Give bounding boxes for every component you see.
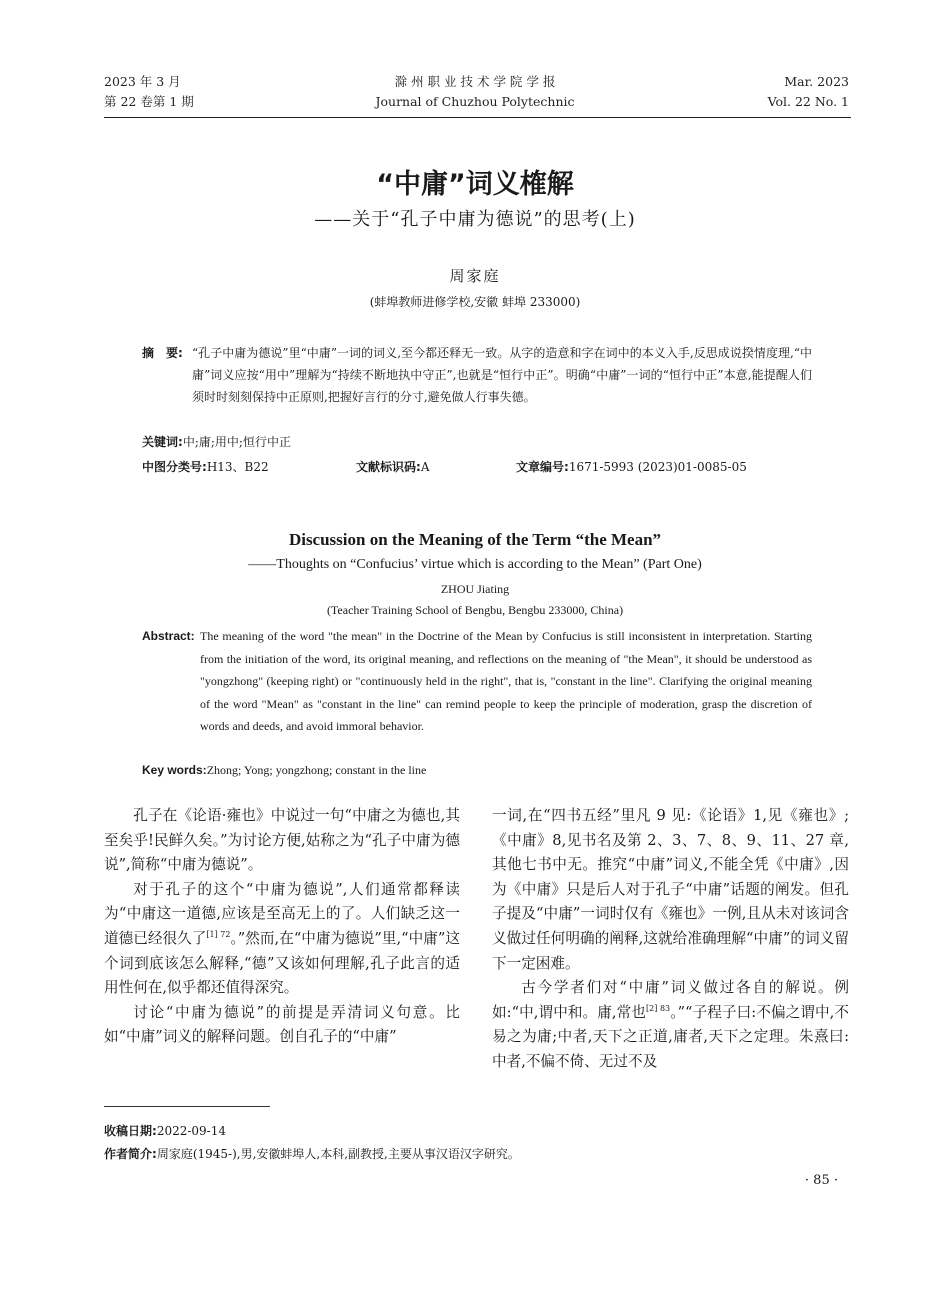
keywords-zh-label: 关键词: xyxy=(142,435,183,449)
abstract-zh xyxy=(142,342,812,408)
header-journal-en: Journal of Chuzhou Polytechnic xyxy=(375,94,575,109)
body-text: 。”然而,在“中庸为德说”里,“中庸”这个词到底该怎么解释,“德”又该如何理解,孔子此言的适用性何在,似乎都还值得深究。 xyxy=(104,929,460,997)
header-date-en: Mar. 2023 xyxy=(784,74,849,89)
en-affiliation: (Teacher Training School of Bengbu, Bengbu 233000, China) xyxy=(326,603,624,617)
body-paragraph: 一词,在“四书五经”里凡 9 见:《论语》1,见《雍也》;《中庸》8,见书名及第 2、3、7、8、9、11、27 章,其他七书中无。推究“中庸”词义,不能全凭《中庸》,因为《中庸》只是后人对于孔子“中庸”话题的阐发。但孔子提及“中庸”一词时仅有《雍也》一例,且从未对该词含义做过任何明确的阐释,这就给准确理解“中庸”的词义留下一定困难。 xyxy=(492,807,849,972)
author-name: 周家庭 xyxy=(449,267,501,285)
body-paragraph xyxy=(492,976,849,1074)
author-affiliation: (蚌埠教师进修学校,安徽 蚌埠 233000) xyxy=(369,295,581,309)
header-journal xyxy=(300,72,650,112)
doc-value: A xyxy=(420,460,430,474)
body-paragraph xyxy=(104,878,460,1001)
header-volume: 第 22 卷第 1 期 xyxy=(104,94,194,109)
doc-label: 文献标识码: xyxy=(356,460,421,474)
footnote-received xyxy=(104,1122,226,1140)
body-text: 。”“子程子曰:不偏之谓中,不易之为庸;中者,天下之正道,庸者,天下之定理。朱熹曰:中者,不偏不倚、无过不及 xyxy=(492,1003,849,1070)
footnote-author-bio xyxy=(104,1145,520,1163)
body-column-right xyxy=(492,804,849,1075)
citation-ref[interactable]: [2] 83 xyxy=(645,1003,671,1013)
en-subtitle: ——Thoughts on “Confucius’ virtue which is according to the Mean” (Part One) xyxy=(248,557,702,572)
article-code xyxy=(516,457,747,477)
article-label: 文章编号: xyxy=(516,460,569,474)
clc-value: H13、B22 xyxy=(206,460,269,474)
abstract-en-text: The meaning of the word "the mean" in the Doctrine of the Mean by Confucius is still inconsistent in interpretation. Starting from the initiation of the word, its original meaning, and reflections on the meaning of "the Mean", it should be understood as "yongzhong" (keeping right) or "continuously held in the right", that is, "constant in the line". Clarifying the original meaning of the word "Mean" as "constant in the line" can remind people to keep the principle of moderation, grasp the discretion of words and deeds, and avoid immoral behavior. xyxy=(200,629,812,734)
abstract-en xyxy=(142,625,812,738)
header-date: 2023 年 3 月 xyxy=(104,74,181,89)
keywords-en xyxy=(142,763,426,778)
keywords-en-text: Zhong; Yong; yongzhong; constant in the line xyxy=(206,763,427,777)
received-value: 2022-09-14 xyxy=(156,1124,226,1138)
header-rule xyxy=(104,117,851,118)
received-label: 收稿日期: xyxy=(104,1124,157,1138)
en-author: ZHOU Jiating xyxy=(440,582,510,596)
citation-ref[interactable]: [1] 72 xyxy=(206,930,231,940)
keywords-zh xyxy=(142,432,291,452)
bio-value: 周家庭(1945-),男,安徽蚌埠人,本科,副教授,主要从事汉语汉字研究。 xyxy=(156,1147,520,1161)
header-issue-left xyxy=(104,72,194,112)
doc-code xyxy=(356,457,429,477)
paper-subtitle: ——关于“孔子中庸为德说”的思考(上) xyxy=(314,209,636,230)
en-title: Discussion on the Meaning of the Term “the Mean” xyxy=(288,530,662,549)
abstract-zh-label: 摘 要: xyxy=(142,346,183,360)
keywords-zh-text: 中;庸;用中;恒行中正 xyxy=(182,435,291,449)
header-issue-right xyxy=(768,72,849,112)
body-paragraph: 讨论“中庸为德说”的前提是弄清词义句意。比如“中庸”词义的解释问题。创自孔子的“中庸” xyxy=(104,1003,460,1046)
page-number: · 85 · xyxy=(804,1173,838,1188)
body-paragraph: 孔子在《论语·雍也》中说过一句“中庸之为德也,其至矣乎!民鲜久矣。”为讨论方便,姑称之为“孔子中庸为德说”,简称“中庸为德说”。 xyxy=(104,807,460,874)
footnote-rule xyxy=(104,1106,270,1107)
article-value: 1671-5993 (2023)01-0085-05 xyxy=(568,460,747,474)
body-column-left xyxy=(104,804,460,1050)
bio-label: 作者简介: xyxy=(104,1147,157,1161)
paper-title: “中庸”词义榷解 xyxy=(376,169,574,200)
clc-code xyxy=(142,457,269,477)
abstract-en-label: Abstract: xyxy=(142,629,195,643)
body-text: 古今学者们对“中庸”词义做过各自的解说。例如:“中,谓中和。庸,常也 xyxy=(492,979,849,1021)
header-journal-zh: 滁 州 职 业 技 术 学 院 学 报 xyxy=(394,74,556,89)
body-text: 对于孔子的这个“中庸为德说”,人们通常都释读为“中庸这一道德,应该是至高无上的了。人们缺乏这一道德已经很久了 xyxy=(104,880,460,947)
clc-label: 中图分类号: xyxy=(142,460,207,474)
keywords-en-label: Key words: xyxy=(142,763,207,777)
abstract-zh-text: “孔子中庸为德说”里“中庸”一词的词义,至今都还释无一致。从字的造意和字在词中的本义入手,反思成说揆情度理,“中庸”词义应按“用中”理解为“持续不断地执中守正”,也就是“恒行中正”。明确“中庸”一词的“恒行中正”本意,能提醒人们须时时刻刻保持中正原则,把握好言行的分寸,避免做人行事失德。 xyxy=(192,346,812,404)
header-volume-en: Vol. 22 No. 1 xyxy=(767,94,849,109)
